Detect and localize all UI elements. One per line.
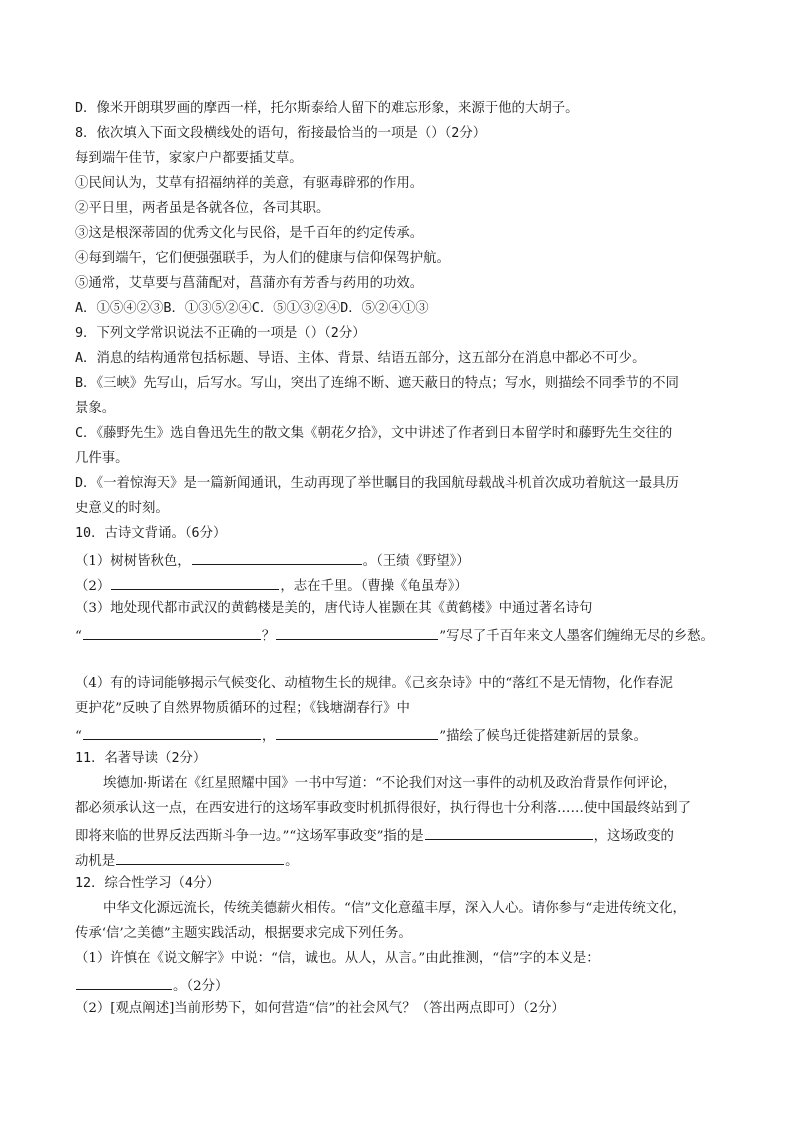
q9-option-b: B．《三峡》先写山，后写水。写山，突出了连绵不断、遮天蔽日的特点；写水，则描绘不同季节的不同 <box>75 376 679 391</box>
q12-paragraph-2: 传承‘信’之美德”主题实践活动，根据要求完成下列任务。 <box>75 926 412 941</box>
answer-blank[interactable] <box>116 850 284 865</box>
q10-item-3: （3）地处现代都市武汉的黄鹤楼是美的，唐代诗人崔颢在其《黄鹤楼》中通过著名诗句 <box>75 601 593 616</box>
q10-item-1: （1）树树皆秋色， 。（王绩《野望》） <box>75 550 725 571</box>
answer-blank[interactable] <box>276 625 438 640</box>
q8-sentence-2: ②平日里，两者虽是各就各位，各司其职。 <box>75 201 330 216</box>
question-10-title: 10．古诗文背诵。（6分） <box>75 526 227 541</box>
q10-item-4-blanks: “ ， ”描绘了候鸟迁徙搭建新居的景象。 <box>75 725 725 746</box>
q7-option-d: D．像米开朗琪罗画的摩西一样，托尔斯泰给人留下的难忘形象，来源于他的大胡子。 <box>75 101 579 116</box>
answer-blank[interactable] <box>276 725 438 740</box>
answer-blank[interactable] <box>76 975 172 990</box>
q12-task-1-blank: 。（2分） <box>75 975 725 996</box>
q10-item-3-blanks: “ ？ ”写尽了千百年来文人墨客们缠绵无尽的乡愁。 <box>75 625 725 646</box>
q8-intro: 每到端午佳节，家家户户都要插艾草。 <box>75 151 303 166</box>
q12-task-1: （1）许慎在《说文解字》中说：“信，诚也。从人，从言。”由此推测，“信”字的本义是： <box>75 951 600 966</box>
answer-blank[interactable] <box>192 550 362 565</box>
answer-blank[interactable] <box>83 725 261 740</box>
q11-paragraph-3: 即将来临的世界反法西斯斗争一边。”“这场军事政变”指的是 ，这场政变的 <box>75 825 725 846</box>
q9-option-c-cont: 几件事。 <box>75 451 129 466</box>
q11-paragraph-2: 都必须承认这一点，在西安进行的这场军事政变时机抓得很好，执行得也十分利落……使中国最终站到了 <box>75 801 691 816</box>
answer-blank[interactable] <box>83 625 261 640</box>
q9-option-c: C．《藤野先生》选自鲁迅先生的散文集《朝花夕拾》，文中讲述了作者到日本留学时和藤野先生交往的 <box>75 426 673 441</box>
q9-option-a: A．消息的结构通常包括标题、导语、主体、背景、结语五部分，这五部分在消息中都必不可少。 <box>75 351 646 366</box>
question-12-title: 12．综合性学习（4分） <box>75 876 220 891</box>
q10-item-2: （2） ，志在千里。（曹操《龟虽寿》） <box>75 575 725 596</box>
q8-sentence-4: ④每到端午，它们便强强联手，为人们的健康与信仰保驾护航。 <box>75 251 450 266</box>
question-9-title: 9．下列文学常识说法不正确的一项是（）（2分） <box>75 326 366 341</box>
q9-option-d-cont: 史意义的时刻。 <box>75 501 169 516</box>
q8-options: A．①⑤④②③B．①③⑤②④C．⑤①③②④D．⑤②④①③ <box>75 301 429 316</box>
q8-sentence-5: ⑤通常，艾草要与菖蒲配对，菖蒲亦有芳香与药用的功效。 <box>75 276 424 291</box>
q12-task-2: （2）[观点阐述]当前形势下，如何营造“信”的社会风气？（答出两点即可）（2分） <box>75 1001 565 1016</box>
q11-paragraph-1: 埃德加·斯诺在《红星照耀中国》一书中写道：“不论我们对这一事件的动机及政治背景作何评论， <box>103 776 677 791</box>
answer-blank[interactable] <box>111 575 279 590</box>
q8-sentence-1: ①民间认为，艾草有招福纳祥的美意，有驱毒辟邪的作用。 <box>75 176 424 191</box>
q9-option-d: D．《一着惊海天》是一篇新闻通讯，生动再现了举世瞩目的我国航母载战斗机首次成功着航这一最具历 <box>75 476 679 491</box>
q10-item-4: （4）有的诗词能够揭示气候变化、动植物生长的规律。《己亥杂诗》中的“落红不是无情物，化作春泥 <box>75 676 673 691</box>
question-11-title: 11．名著导读（2分） <box>75 751 207 766</box>
q12-paragraph-1: 中华文化源远流长，传统美德薪火相传。“信”文化意蕴丰厚，深入人心。请你参与“走进传统文化， <box>103 901 686 916</box>
q9-option-b-cont: 景象。 <box>75 401 116 416</box>
question-8-title: 8．依次填入下面文段横线处的语句，衔接最恰当的一项是（）（2分） <box>75 126 487 141</box>
q10-item-4-cont: 更护花”反映了自然界物质循环的过程；《钱塘湖春行》中 <box>75 701 410 716</box>
q8-sentence-3: ③这是根深蒂固的优秀文化与民俗，是千百年的约定传承。 <box>75 226 424 241</box>
answer-blank[interactable] <box>425 825 593 840</box>
q11-paragraph-4: 动机是 。 <box>75 850 725 871</box>
